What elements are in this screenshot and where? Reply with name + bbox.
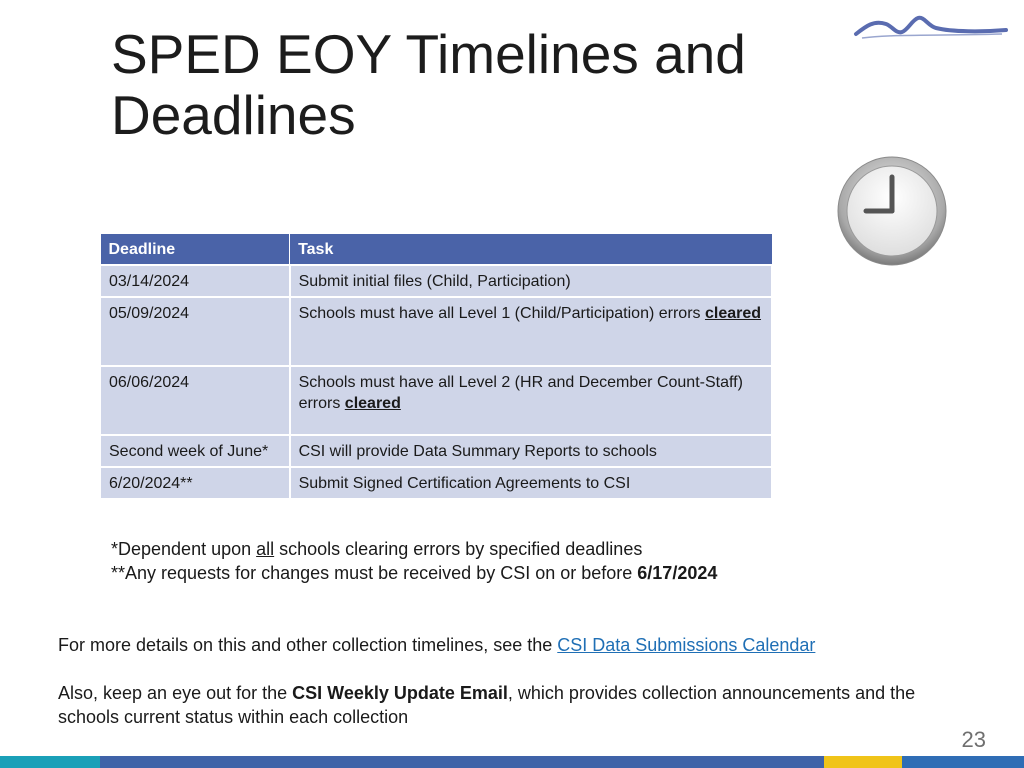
deadline-cell: 6/20/2024** [100,467,290,499]
task-cell: Submit initial files (Child, Participation) [290,265,772,297]
deadlines-table [99,233,773,500]
title-line-1: SPED EOY Timelines and [111,23,746,85]
footnote-1 [111,537,717,561]
clock-icon [836,155,948,267]
task-cell: CSI will provide Data Summary Reports to schools [290,435,772,467]
data-submissions-calendar-link[interactable]: CSI Data Submissions Calendar [557,635,816,655]
footer-segment-yellow [824,756,902,768]
mountain-logo-icon [852,12,1008,42]
task-emphasis: cleared [704,305,762,322]
header-task: Task [290,234,772,266]
weekly-update-paragraph [58,681,958,729]
footer-segment-darkblue [902,756,1024,768]
footnote-2-date: 6/17/2024 [637,563,718,583]
deadline-cell: 06/06/2024 [100,366,290,435]
page-number: 23 [961,727,986,752]
footnote-2-text: **Any requests for changes must be received by CSI on or before [111,563,638,583]
also-text-b: , which provides collection announcements and the schools current status within each collection [58,683,916,727]
header-deadline: Deadline [100,234,290,266]
footer-segment-teal [0,756,100,768]
task-text: Schools must have all Level 2 (HR and December Count-Staff) errors [298,374,743,412]
footnote-1-underline: all [256,539,275,559]
task-cell: Submit Signed Certification Agreements to CSI [290,467,772,499]
more-details-text: For more details on this and other collection timelines, see the [58,635,558,655]
more-details-line [58,633,815,657]
deadline-cell: Second week of June* [100,435,290,467]
table-header-row [100,234,772,266]
title-line-2: Deadlines [111,84,356,146]
also-text-a: Also, keep an eye out for the [58,683,293,703]
table-row [100,366,772,435]
task-emphasis: cleared [344,395,401,412]
table-row [100,467,772,499]
table-row [100,297,772,366]
footer-segment-blue [100,756,824,768]
footnote-1-text-a: *Dependent upon [111,539,257,559]
deadline-cell: 03/14/2024 [100,265,290,297]
footer-color-bar [0,756,1024,768]
footnote-1-text-b: schools clearing errors by specified deadlines [274,539,643,559]
weekly-update-email-label: CSI Weekly Update Email [292,683,508,703]
deadline-cell: 05/09/2024 [100,297,290,366]
table-row [100,435,772,467]
slide-title [111,24,811,146]
table-row [100,265,772,297]
footnotes [111,537,717,585]
task-text: Schools must have all Level 1 (Child/Participation) errors [298,305,705,322]
footnote-2 [111,561,717,585]
task-cell [290,297,772,366]
task-cell [290,366,772,435]
